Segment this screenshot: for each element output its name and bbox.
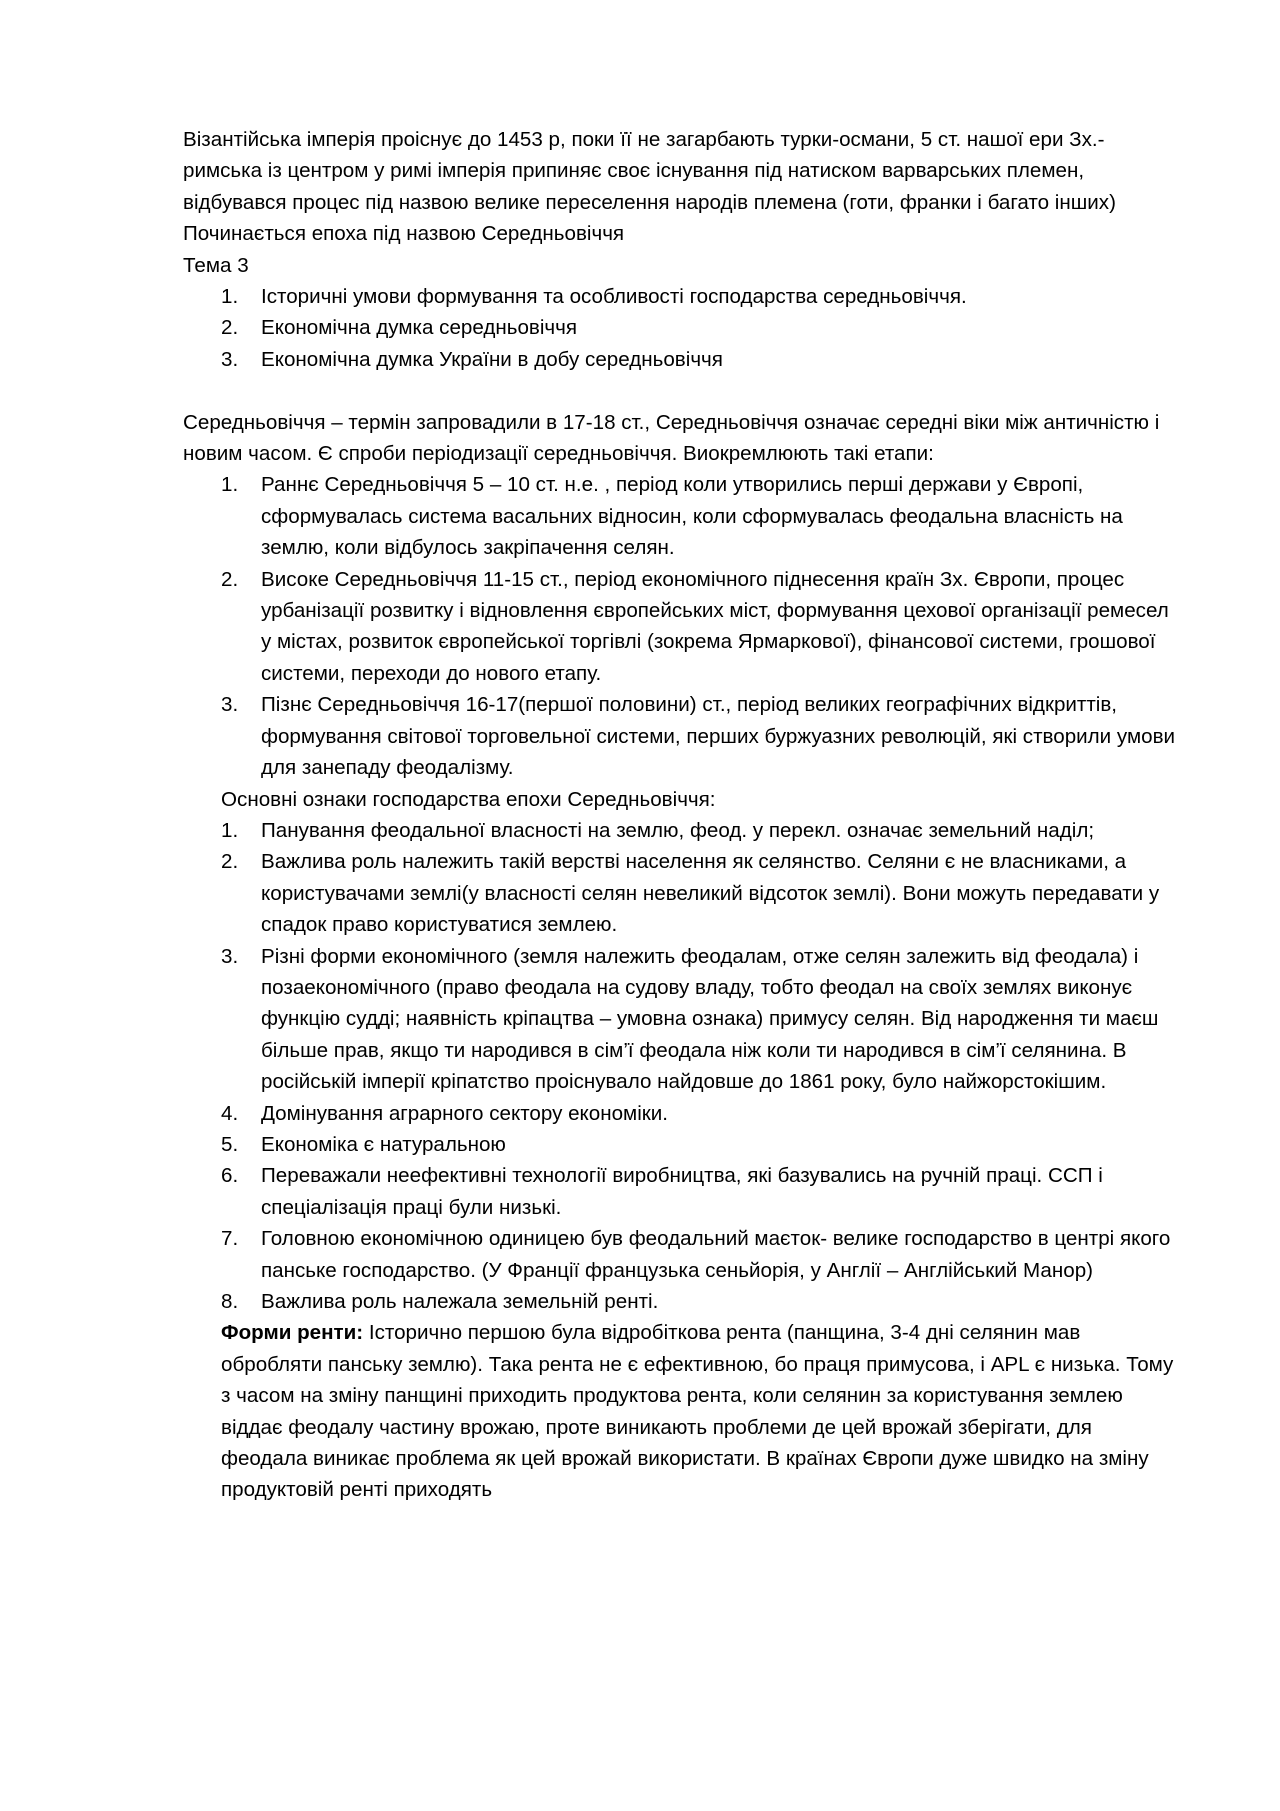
features-title: Основні ознаки господарства епохи Середньовіччя:	[221, 787, 716, 811]
period-list-item	[183, 469, 1182, 563]
list-item-text: Економіка є натуральною	[261, 1132, 506, 1156]
list-number: 5.	[221, 1132, 239, 1156]
rent-text: Історично першою була відробіткова рента (панщина, 3-4 дні селянин мав обробляти панську землю). Така рента не є ефективною, бо праця примусова, і APL є низька. Тому з часом на зміну панщині приходить продуктова рента, коли селянин за користування землею віддає феодалу частину врожаю, проте виникають проблеми де цей врожай зберігати, для феодала виникає проблема як цей врожай використати. В країнах Європи дуже швидко на зміну продуктовій ренті приходять	[221, 1321, 1174, 1502]
list-item-text: Панування феодальної власності на землю, феод. у перекл. означає земельний наділ;	[261, 818, 1095, 842]
list-number: 3.	[221, 693, 239, 717]
list-number: 6.	[221, 1164, 239, 1188]
definition-paragraph: Середньовіччя – термін запровадили в 17-18 ст., Середньовіччя означає середні віки між античністю і новим часом. Є спроби періодизації середньовіччя. Виокремлюють такі етапи:	[183, 410, 1160, 466]
topic-list-item	[183, 312, 1182, 343]
list-item-text: Домінування аграрного сектору економіки.	[261, 1101, 669, 1125]
list-number: 3.	[221, 347, 239, 371]
feature-list-item	[183, 1160, 1182, 1223]
feature-list-item	[183, 1129, 1182, 1160]
list-number: 1.	[221, 818, 239, 842]
list-number: 7.	[221, 1227, 239, 1251]
list-item-text: Пізнє Середньовіччя 16-17(першої половини) ст., період великих географічних відкриттів, формування світової торговельної системи, перших буржуазних революцій, які створили умови для занепаду феодалізму.	[261, 693, 1176, 780]
blank-line	[183, 375, 1182, 406]
feature-list-item	[183, 1223, 1182, 1286]
list-item-text: Переважали неефективні технології виробництва, які базувались на ручній праці. ССП і спеціалізація праці були низькі.	[261, 1164, 1103, 1219]
list-item-text: Важлива роль належала земельній ренті.	[261, 1290, 659, 1314]
list-number: 1.	[221, 473, 239, 497]
list-number: 4.	[221, 1101, 239, 1125]
rent-paragraph	[183, 1317, 1182, 1505]
era-start-paragraph: Починається епоха під назвою Середньовіччя	[183, 222, 625, 246]
feature-list-item	[183, 1098, 1182, 1129]
feature-list-item	[183, 846, 1182, 940]
list-item-text: Високе Середньовіччя 11-15 ст., період економічного піднесення країн Зх. Європи, процес урбанізації розвитку і відновлення європейських міст, формування цехової організації ремесел у містах, розвиток європейської торгівлі (зокрема Ярмаркової), фінансової системи, грошової системи, переходи до нового етапу.	[261, 567, 1169, 685]
rent-label: Форми ренти:	[221, 1321, 364, 1345]
list-item-text: Історичні умови формування та особливості господарства середньовіччя.	[261, 285, 967, 309]
list-item-text: Головною економічною одиницею був феодальний маєток- велике господарство в центрі якого панське господарство. (У Франції французька сеньйорія, у Англії – Англійський Манор)	[261, 1227, 1171, 1282]
period-list-item	[183, 564, 1182, 690]
topic-title: Тема 3	[183, 253, 249, 277]
list-item-text: Різні форми економічного (земля належить феодалам, отже селян залежить від феодала) і позаекономічного (право феодала на судову владу, тобто феодал на своїх землях виконує функцію судді; наявність кріпацтва – умовна ознака) примусу селян. Від народження ти маєш більше прав, якщо ти народився в сім’ї феодала ніж коли ти народився в сім’ї селянина. В російській імперії кріпатство проіснувало найдовше до 1861 року, було найжорстокішим.	[261, 944, 1159, 1094]
list-item-text: Економічна думка України в добу середньовіччя	[261, 347, 723, 371]
topic-list-item	[183, 281, 1182, 312]
list-item-text: Важлива роль належить такій верстві населення як селянство. Селяни є не власниками, а користувачами землі(у власності селян невеликий відсоток землі). Вони можуть передавати у спадок право користуватися землею.	[261, 850, 1160, 937]
topic-list-item	[183, 344, 1182, 375]
list-number: 2.	[221, 850, 239, 874]
document-body	[183, 124, 1182, 1506]
features-list	[183, 815, 1182, 1318]
list-number: 2.	[221, 316, 239, 340]
periods-list	[183, 469, 1182, 783]
list-number: 3.	[221, 944, 239, 968]
feature-list-item	[183, 1286, 1182, 1317]
feature-list-item	[183, 941, 1182, 1098]
list-number: 1.	[221, 285, 239, 309]
topic-list	[183, 281, 1182, 375]
intro-paragraph: Візантійська імперія проіснує до 1453 р, поки її не загарбають турки-османи, 5 ст. нашої ери Зх.-римська із центром у римі імперія припиняє своє існування під натиском варварських племен, відбувався процес під назвою велике переселення народів племена (готи, франки і багато інших)	[183, 128, 1116, 214]
feature-list-item	[183, 815, 1182, 846]
list-item-text: Економічна думка середньовіччя	[261, 316, 578, 340]
list-item-text: Раннє Середньовіччя 5 – 10 ст. н.е. , період коли утворились перші держави у Європі, сформувалась система васальних відносин, коли сформувалась феодальна власність на землю, коли відбулось закріпачення селян.	[261, 473, 1123, 560]
list-number: 2.	[221, 567, 239, 591]
period-list-item	[183, 689, 1182, 783]
list-number: 8.	[221, 1290, 239, 1314]
